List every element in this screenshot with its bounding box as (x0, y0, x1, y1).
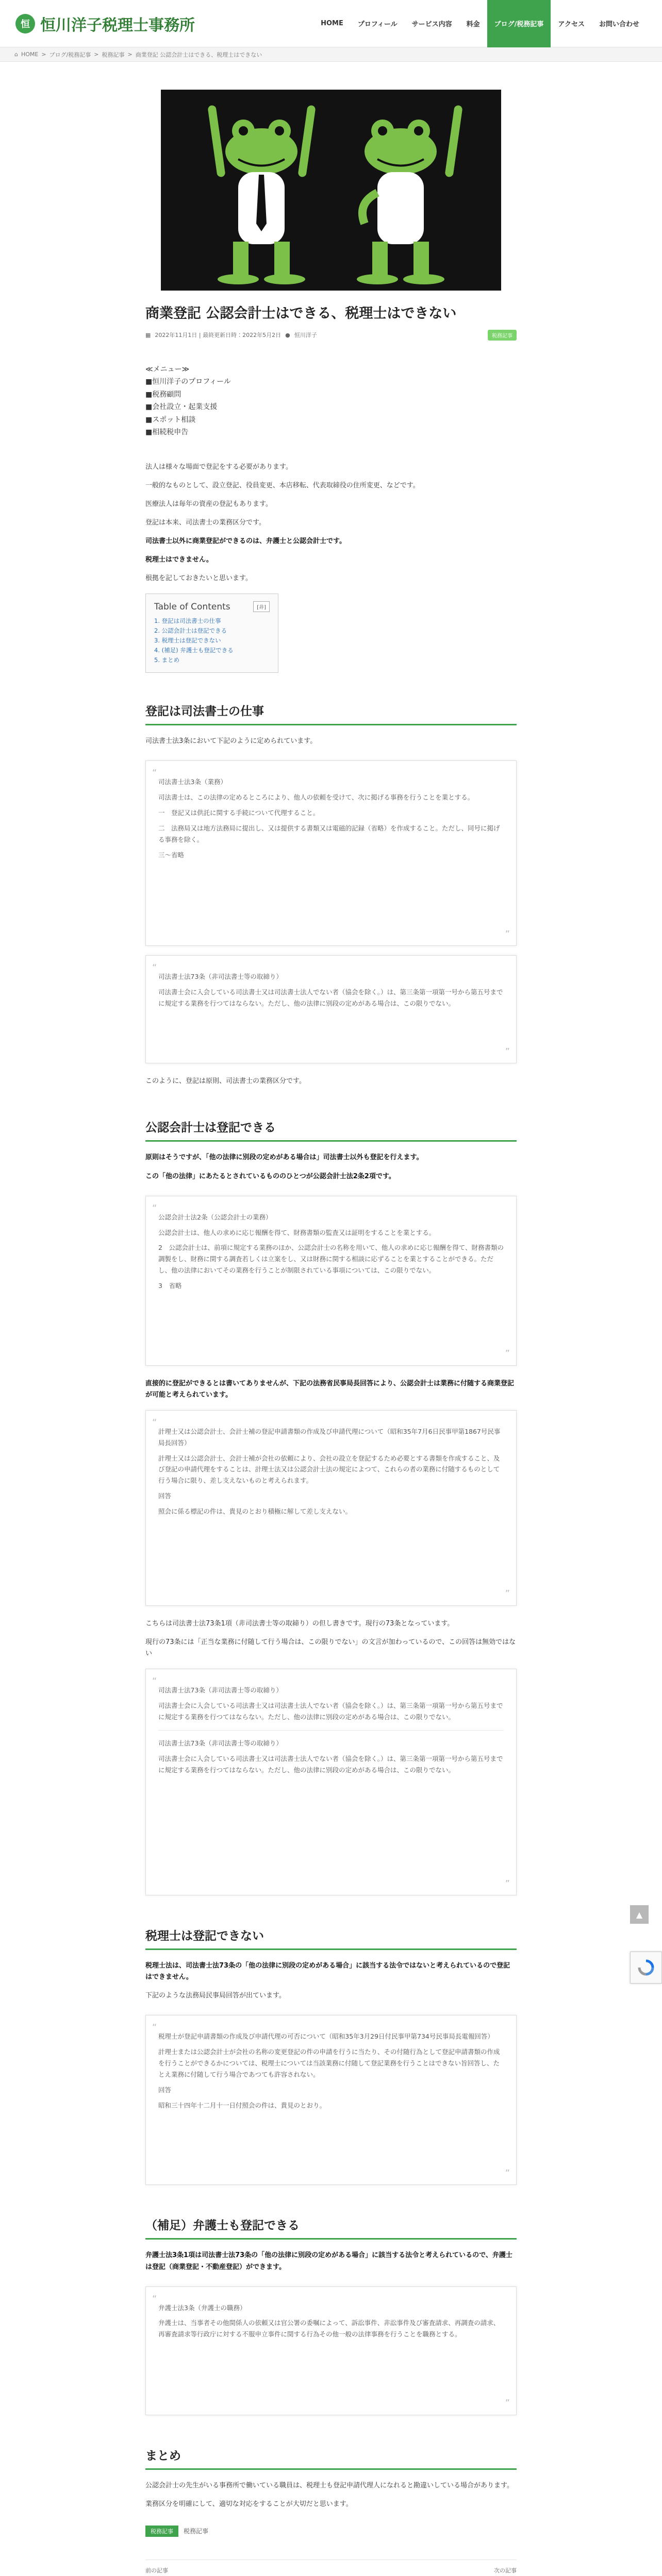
quote-block (145, 1196, 517, 1366)
section-heading: 登記は司法書士の仕事 (145, 702, 517, 725)
quote-block (145, 1410, 517, 1606)
logo-text: 恒川洋子税理士事務所 (40, 16, 195, 35)
toc-toggle-button[interactable]: [非] (253, 601, 270, 612)
author-icon: ● (285, 331, 290, 338)
breadcrumb-item[interactable]: 税務記事 (102, 51, 125, 58)
section-heading: （補足）弁護士も登記できる (145, 2216, 517, 2240)
section-heading: 税理士は登記できない (145, 1926, 517, 1950)
toc-title: Table of Contents (154, 601, 230, 612)
site-header (0, 0, 662, 47)
nav-item[interactable]: 料金 (466, 21, 480, 28)
quote-text: 昭和三十四年十二月十一日付照会の件は、貴見のとおり。 (158, 2101, 326, 2109)
quote-block (145, 760, 517, 946)
hero-image (161, 90, 501, 291)
next-post-link[interactable] (341, 2566, 517, 2576)
quote-close-icon: ” (505, 2398, 510, 2409)
section-text: 弁護士法3条1項は司法書士法73条の「他の法律に別段の定めがある場合」に該当する法令と考えられているので、弁護士は登記（商業登記・不動産登記）ができます。 (145, 2251, 512, 2271)
site-logo[interactable] (15, 12, 195, 35)
recaptcha-icon (637, 1959, 655, 1976)
quote-close-icon: ” (505, 1046, 510, 1057)
home-icon: ⌂ (14, 51, 18, 58)
intro-text: 司法書士以外に商業登記ができるのは、弁護士と公認会計士です。 (145, 537, 346, 546)
quote-text: 計理士または公認会計士が会社の名称の変更登記の件の申請を行うに当たり、その付随行為として登記申請書類の作成を行うことができるかについては、税理士については当該業務に付随して登記業務を行うことはできない旨回答し、たとえ業務に付随して行う場合であつても許容されない。 (158, 2048, 500, 2079)
quote-open-icon: “ (152, 1202, 157, 1214)
quote-text: 司法書士は、この法律の定めるところにより、他人の依頼を受けて、次に掲げる事務を行うことを業とする。 (158, 793, 474, 802)
nav-item[interactable]: アクセス (558, 21, 585, 28)
toc-item[interactable]: 2. 公認会計士は登記できる (154, 627, 227, 635)
quote-text: 弁護士は、当事者その他関係人の依頼又は官公署の委嘱によって、訴訟事件、非訟事件及び審査請求、再調査の請求、再審査請求等行政庁に対する不服申立事件に関する行為その他一般の法律事務を行うことを職務とする。 (158, 2319, 500, 2338)
quote-open-icon: “ (152, 1417, 157, 1428)
category-badge[interactable]: 税務記事 (488, 330, 517, 341)
table-of-contents (145, 594, 278, 673)
quote-title: 司法書士法73条（非司法書士等の取締り） (158, 973, 283, 981)
category-tag[interactable]: 税務記事 (145, 2526, 178, 2537)
menu-link[interactable]: ■会社設立・起業支援 (145, 403, 218, 412)
intro (145, 462, 517, 585)
quote-text: 2 公認会計士は、前項に規定する業務のほか、公認会計士の名称を用いて、他人の求めに応じ報酬を得て、財務書類の調製をし、財務に関する調査若しくは立案をし、又は財務に関する相談に応ずることを業とすることができる。ただし、他の法律においてその業務を行うことが制限されている事項については、この限りでない。 (158, 1244, 504, 1275)
quote-text: 司法書士会に入会している司法書士又は司法書士法人でない者（協会を除く。）は、第三条第一項第一号から第五号までに規定する業務を行つてはならない。ただし、他の法律に別段の定めがある場合は、この限りでない。 (158, 1754, 503, 1774)
intro-text: 根拠を記しておきたいと思います。 (145, 574, 252, 583)
section-text: 下記のような法務局民事局回答が出ています。 (145, 1992, 286, 2000)
breadcrumb: ⌂ HOME > ブログ/税務記事 > 税務記事 > 商業登記 公認会計士はできる、税理士はできない (0, 47, 662, 62)
intro-text: 医療法人は毎年の資産の登記もあります。 (145, 500, 272, 508)
section-text: 公認会計士の先生がいる事務所で働いている職員は、税理士も登記申請代理人になれると勘違いしている場合があります。 (145, 2481, 514, 2489)
section-text: こちらは司法書士法73条1項（非司法書士等の取締り）の但し書きです。現行の73条となっています。 (145, 1619, 454, 1628)
section-text: 司法書士法3条において下記のように定められています。 (145, 737, 317, 745)
quote-text: 一 登記又は供託に関する手続について代理すること。 (158, 809, 320, 817)
section-heading: 公認会計士は登記できる (145, 1118, 517, 1142)
article (145, 90, 517, 2576)
quote-text: 照会に係る標記の件は、貴見のとおり積極に解して差し支えない。 (158, 1507, 352, 1516)
toc-item[interactable]: 5. まとめ (154, 656, 180, 664)
quote-close-icon: ” (505, 1878, 510, 1889)
intro-text: 一般的なものとして、設立登記、役員変更、本店移転、代表取締役の住所変更、などです。 (145, 481, 420, 489)
quote-text: 回答 (158, 2086, 172, 2094)
post-title: 商業登記 公認会計士はできる、税理士はできない (145, 306, 457, 321)
section-text: 原則はそうですが、「他の法律に別段の定めがある場合は」司法書士以外も登記を行えます。 (145, 1154, 423, 1162)
quote-title: 弁護士法3条（弁護士の職務） (158, 2303, 246, 2312)
quote-text: 回答 (158, 1492, 172, 1500)
section-text: このように、登記は原則、司法書士の業務区分です。 (145, 1077, 306, 1086)
prev-label: 前の記事 (145, 2567, 168, 2574)
section-text: 業務区分を明確にして、適切な対応をすることが大切だと思います。 (145, 2500, 353, 2508)
quote-text: 計理士又は公認会計士、会計士補が会社の依頼により、会社の設立を登記するため必要とする書類を作成すること、及び登記の申請代理をすることは、計理士法又は公認会計士法の規定によつて、これらの者の業務に付随するものとして行う場合に限り、差し支えないものと考えられます。 (158, 1454, 500, 1485)
menu-link[interactable]: ■税務顧問 (145, 390, 181, 399)
quote-title: 税理士が登記申請書類の作成及び申請代理の可否について（昭和35年3月29日付民事甲第734号民事局長電報回答） (158, 2032, 494, 2041)
next-label: 次の記事 (494, 2567, 517, 2574)
quote-close-icon: ” (505, 1588, 510, 1600)
post-tags (145, 2526, 517, 2537)
calendar-icon: ▦ (145, 331, 151, 338)
intro-text: 登記は本来、司法書士の業務区分です。 (145, 519, 266, 527)
section-text: 現行の73条には「正当な業務に付随して行う場合は、この限りでない」の文言が加わっているので、この回答は無効ではない (145, 1638, 516, 1658)
quote-open-icon: “ (152, 1676, 157, 1687)
toc-item[interactable]: 4. (補足) 弁護士も登記できる (154, 647, 234, 654)
breadcrumb-item[interactable]: HOME (21, 51, 39, 58)
breadcrumb-current: 商業登記 公認会計士はできる、税理士はできない (135, 51, 262, 58)
post-meta (145, 330, 517, 341)
quote-text: 3 省略 (158, 1282, 182, 1290)
quote-text: 司法書士会に入会している司法書士又は司法書士法人でない者（協会を除く。）は、第三条第一項第一号から第五号までに規定する業務を行つてはならない。ただし、他の法律に別段の定めがある場合は、この限りでない。 (158, 1702, 503, 1721)
intro-text: 税理士はできません。 (145, 556, 213, 564)
section-text: この「他の法律」にあたるとされているもののひとつが公認会計士法2条2項です。 (145, 1172, 395, 1180)
quote-title: 計理士又は公認会計士、会計士補の登記申請書類の作成及び申請代理について（昭和35年7月6日民事甲第1867号民事局長回答） (158, 1427, 501, 1447)
nav-item[interactable]: プロフィール (357, 21, 398, 28)
post-author[interactable]: 恒川洋子 (294, 332, 317, 339)
menu-block (145, 363, 517, 439)
post-navigation (145, 2560, 517, 2576)
quote-close-icon: ” (505, 928, 510, 940)
nav-item[interactable]: お問い合わせ (599, 21, 639, 28)
quote-close-icon: ” (505, 1348, 510, 1360)
main-nav (313, 0, 647, 47)
quote-close-icon: ” (505, 2167, 510, 2179)
quote-block (145, 2015, 517, 2185)
intro-text: 法人は様々な場面で登記をする必要があります。 (145, 463, 292, 471)
post-date: 2022年11月1日 | 最終更新日時：2022年5月2日 (155, 332, 282, 339)
breadcrumb-item[interactable]: ブログ/税務記事 (49, 51, 91, 58)
quote-block (145, 2286, 517, 2415)
prev-post-link[interactable] (145, 2566, 321, 2576)
quote-open-icon: “ (152, 768, 157, 779)
toc-item[interactable]: 3. 税理士は登記できない (154, 637, 221, 645)
quote-text: 三〜省略 (158, 851, 185, 859)
quote-title: 司法書士法73条（非司法書士等の取締り） (158, 1686, 283, 1694)
quote-open-icon: “ (152, 2293, 157, 2304)
recaptcha-badge[interactable] (630, 1952, 662, 1984)
toc-item[interactable]: 1. 登記は司法書士の仕事 (154, 617, 221, 625)
section-text: 直接的に登記ができるとは書いてありませんが、下記の法務省民事局長回答により、公認会計士は業務に付随する商業登記が可能と考えられています。 (145, 1379, 515, 1399)
menu-link[interactable]: ■スポット相談 (145, 415, 196, 424)
frog-illustration (161, 90, 501, 291)
logo-icon: 恒 (15, 14, 35, 33)
quote-block (145, 1669, 517, 1895)
quote-title: 司法書士法73条（非司法書士等の取締り） (158, 1739, 283, 1747)
quote-text: 二 法務局又は地方法務局に提出し、又は提供する書類又は電磁的記録（省略）を作成すること。ただし、同号に掲げる事務を除く。 (158, 824, 500, 843)
quote-text: 公認会計士は、他人の求めに応じ報酬を得て、財務書類の監査又は証明をすることを業とする。 (158, 1228, 436, 1236)
nav-item[interactable]: ブログ/税務記事 (487, 0, 551, 47)
section-text: 税理士法は、司法書士法73条の「他の法律に別段の定めがある場合」に該当する法令ではないと考えられているので登記はできません。 (145, 1962, 510, 1981)
quote-open-icon: “ (152, 2022, 157, 2033)
page-top-button[interactable]: ▲ (630, 1905, 649, 1924)
quote-title: 司法書士法3条（業務） (158, 778, 227, 786)
quote-block (145, 955, 517, 1063)
nav-item[interactable]: HOME (321, 20, 343, 27)
quote-text: 司法書士会に入会している司法書士又は司法書士法人でない者（協会を除く。）は、第三条第一項第一号から第五号までに規定する業務を行つてはならない。ただし、他の法律に別段の定めがある場合は、この限りでない。 (158, 988, 503, 1008)
nav-item[interactable]: サービス内容 (411, 21, 452, 28)
tag-link[interactable]: 税務記事 (184, 2528, 209, 2535)
quote-open-icon: “ (152, 962, 157, 974)
section-heading: まとめ (145, 2446, 517, 2470)
menu-link[interactable]: ■相続税申告 (145, 428, 189, 437)
menu-link[interactable]: ■恒川洋子のプロフィール (145, 378, 231, 386)
quote-title: 公認会計士法2条（公認会計士の業務） (158, 1213, 272, 1221)
menu-heading: ≪メニュー≫ (145, 365, 190, 374)
